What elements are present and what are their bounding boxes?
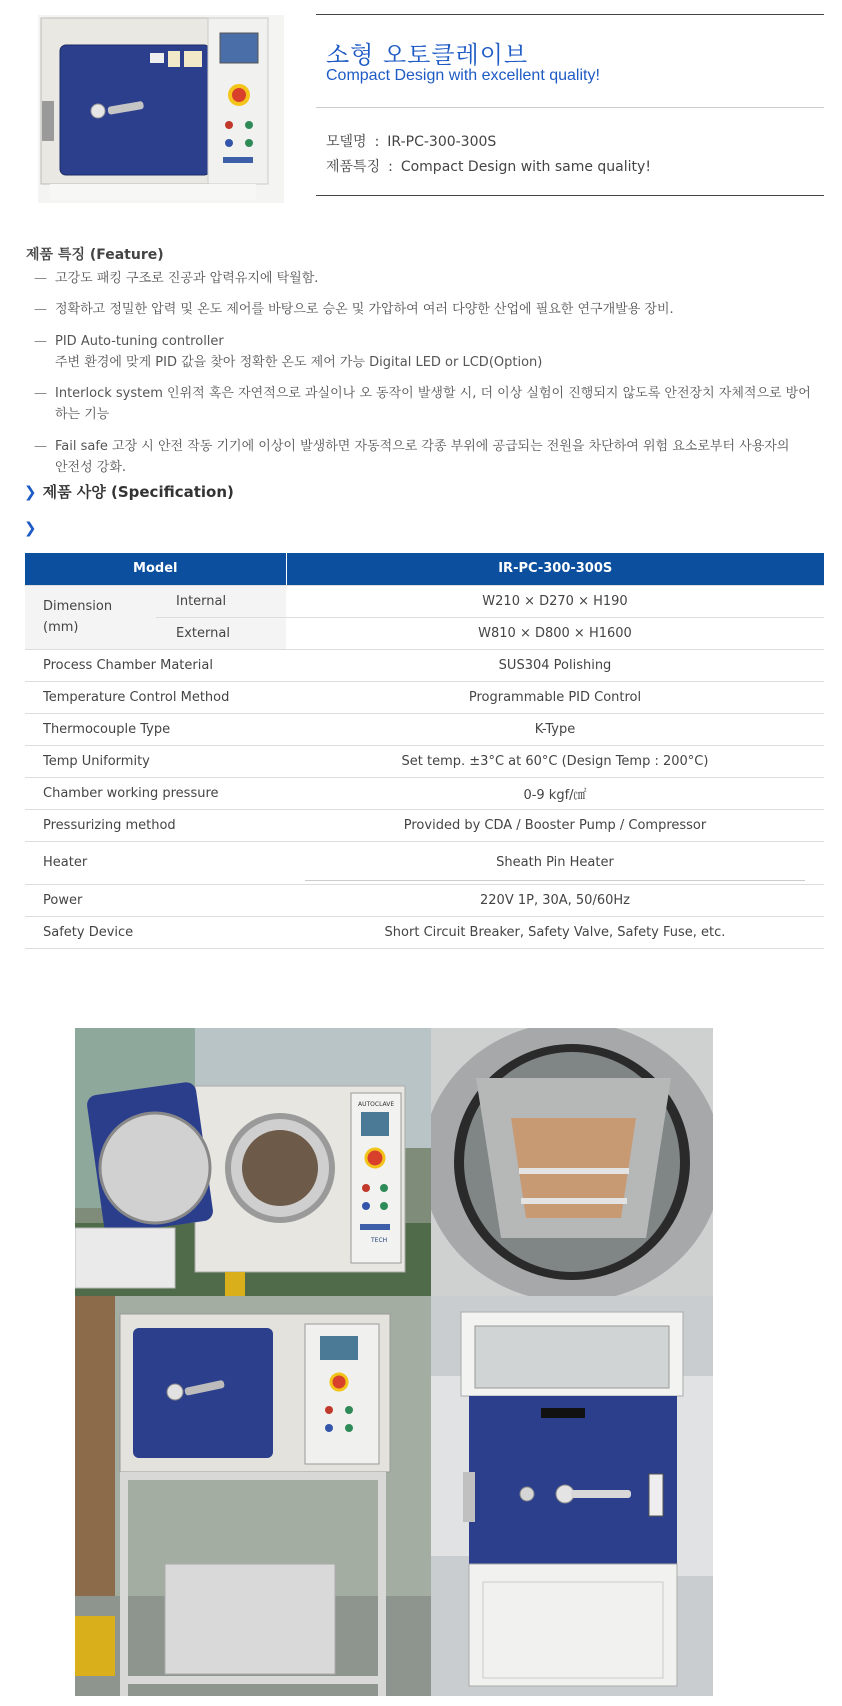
feature-text: 주변 환경에 맞게 PID 값을 찾아 정확한 온도 제어 가능 Digital LED or LCD(Option)	[55, 355, 543, 370]
row-label: Thermocouple Type	[25, 713, 286, 745]
table-row	[25, 777, 824, 809]
feature-item	[34, 383, 824, 425]
table-row	[25, 884, 824, 916]
chevron-right-icon: ❯	[24, 519, 37, 537]
product-photo-front	[75, 1028, 431, 1296]
row-label: Safety Device	[25, 916, 286, 948]
feature-item	[34, 331, 824, 373]
product-image	[38, 15, 284, 203]
table-row	[25, 809, 824, 841]
row-label: Pressurizing method	[25, 809, 286, 841]
feature-row	[326, 156, 651, 176]
feature-text: 하는 기능	[55, 407, 110, 422]
model-row	[326, 131, 496, 151]
separator: :	[374, 134, 380, 150]
product-photo-stand	[75, 1296, 431, 1696]
table-row	[25, 713, 824, 745]
spec-title: 제품 사양 (Specification)	[42, 483, 234, 501]
spec-table	[25, 553, 824, 949]
row-label: Chamber working pressure	[25, 777, 286, 809]
model-label: 모델명	[326, 134, 367, 150]
external-value: W810 × D800 × H1600	[286, 617, 824, 649]
table-row	[25, 841, 824, 884]
feature-item	[34, 436, 824, 478]
panel-label: AUTOCLAVE	[358, 1101, 395, 1108]
row-value: Sheath Pin Heater	[305, 845, 805, 881]
spec-heading	[24, 481, 234, 502]
divider	[316, 107, 824, 108]
brand-label: TECH	[371, 1237, 388, 1244]
dimension-text: Dimension	[43, 599, 113, 614]
feature-text: PID Auto-tuning controller	[55, 334, 224, 349]
feature-text: 정확하고 정밀한 압력 및 온도 제어를 바탕으로 승온 및 가압하여 여러 다양한 산업에 필요한 연구개발용 장비.	[55, 302, 674, 317]
row-value: K-Type	[286, 713, 824, 745]
row-value: SUS304 Polishing	[286, 649, 824, 681]
dimension-label	[25, 585, 156, 649]
dash: —	[34, 271, 47, 286]
model-value: IR-PC-300-300S	[387, 134, 497, 150]
row-value: Programmable PID Control	[286, 681, 824, 713]
table-row	[25, 681, 824, 713]
dimension-unit: (mm)	[43, 620, 79, 635]
row-value: Provided by CDA / Booster Pump / Compressor	[286, 809, 824, 841]
product-title-en: Compact Design with excellent quality!	[326, 67, 600, 84]
feature-item	[34, 299, 824, 320]
table-row	[25, 745, 824, 777]
dash: —	[34, 439, 47, 454]
table-row	[25, 649, 824, 681]
row-value-cell	[286, 841, 824, 884]
header-value: IR-PC-300-300S	[286, 553, 824, 585]
row-label: Temp Uniformity	[25, 745, 286, 777]
row-value: 0-9 kgf/㎠	[286, 777, 824, 809]
feature-value: Compact Design with same quality!	[400, 159, 651, 175]
feature-text: 고강도 패킹 구조로 진공과 압력유지에 탁월함.	[55, 271, 319, 286]
row-label: Heater	[25, 841, 286, 884]
dash: —	[34, 302, 47, 317]
table-header	[25, 553, 824, 585]
product-title-ko: 소형 오토클레이브	[326, 41, 529, 69]
row-label: Temperature Control Method	[25, 681, 286, 713]
product-photo-upright	[431, 1296, 713, 1696]
feature-text: 안전성 강화.	[55, 460, 127, 475]
internal-label: Internal	[156, 585, 286, 617]
product-summary	[316, 14, 824, 196]
chevron-right-icon: ❯	[24, 483, 37, 501]
feature-text: Fail safe 고장 시 안전 작동 기기에 이상이 발생하면 자동적으로 각종 부위에 공급되는 전원을 차단하여 위험 요소로부터 사용자의	[55, 439, 790, 454]
row-value: Short Circuit Breaker, Safety Valve, Safety Fuse, etc.	[286, 916, 824, 948]
chamber-interior-photo	[431, 1028, 713, 1296]
header-model: Model	[25, 553, 286, 585]
internal-value: W210 × D270 × H190	[286, 585, 824, 617]
feature-item	[34, 268, 824, 289]
dash: —	[34, 334, 47, 349]
feature-heading: 제품 특징 (Feature)	[26, 247, 164, 263]
separator: :	[388, 159, 393, 175]
feature-label: 제품특징	[326, 159, 381, 175]
row-label: Process Chamber Material	[25, 649, 286, 681]
row-value: 220V 1P, 30A, 50/60Hz	[286, 884, 824, 916]
external-label: External	[156, 617, 286, 649]
table-row	[25, 916, 824, 948]
row-value: Set temp. ±3°C at 60°C (Design Temp : 200°C)	[286, 745, 824, 777]
table-row	[25, 585, 824, 617]
dash: —	[34, 386, 47, 401]
feature-text: Interlock system 인위적 혹은 자연적으로 과실이나 오 동작이 발생할 시, 더 이상 실험이 진행되지 않도록 안전장치 자체적으로 방어	[55, 386, 811, 401]
row-label: Power	[25, 884, 286, 916]
